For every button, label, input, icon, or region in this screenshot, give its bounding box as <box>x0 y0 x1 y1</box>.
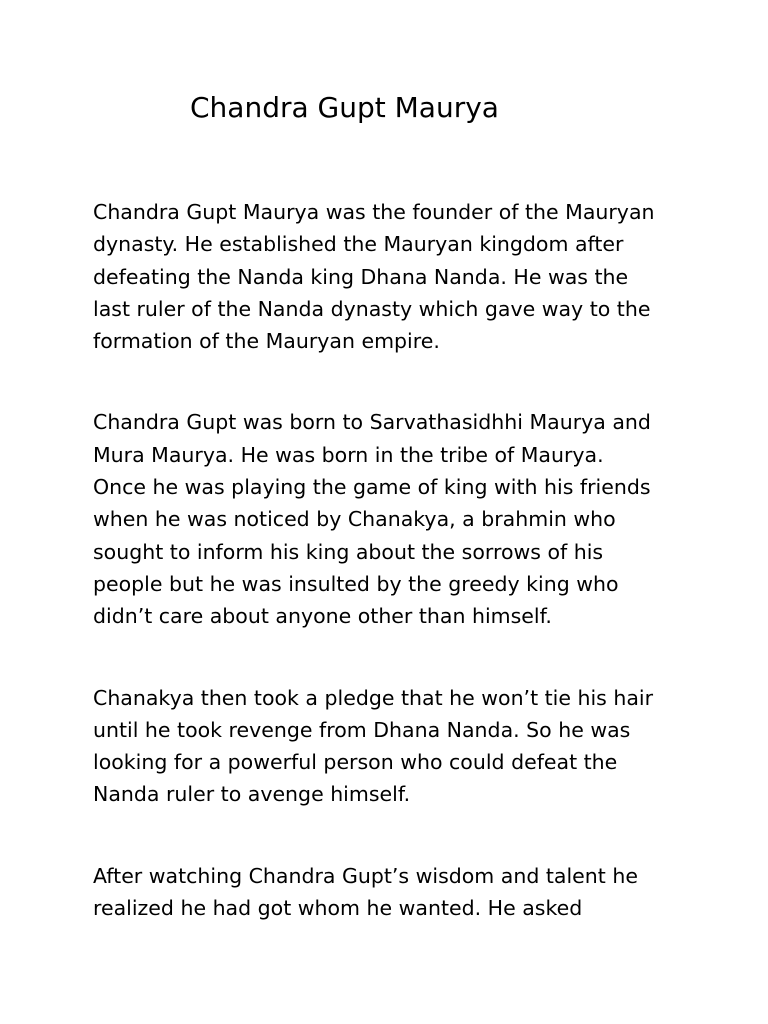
text-line: After watching Chandra Gupt’s wisdom and talent he <box>93 863 638 888</box>
paragraph-4 <box>93 860 693 925</box>
text-line: last ruler of the Nanda dynasty which gave way to the <box>93 296 651 321</box>
text-line: until he took revenge from Dhana Nanda. So he was <box>93 717 631 742</box>
document-body <box>93 196 693 973</box>
text-line: defeating the Nanda king Dhana Nanda. He was the <box>93 264 629 289</box>
text-line: Nanda ruler to avenge himself. <box>93 782 411 807</box>
text-line: when he was noticed by Chanakya, a brahmin who <box>93 507 616 532</box>
text-line: Chanakya then took a pledge that he won’t tie his hair <box>93 685 654 710</box>
paragraph-2 <box>93 406 693 632</box>
text-line: didn’t care about anyone other than himself. <box>93 604 552 629</box>
text-line: Chandra Gupt was born to Sarvathasidhhi Maurya and <box>93 410 651 435</box>
text-line: realized he had got whom he wanted. He asked <box>93 896 583 921</box>
text-line: sought to inform his king about the sorrows of his <box>93 539 604 564</box>
text-line: dynasty. He established the Mauryan kingdom after <box>93 232 624 257</box>
text-line: people but he was insulted by the greedy king who <box>93 571 619 596</box>
text-line: Mura Maurya. He was born in the tribe of Maurya. <box>93 442 604 467</box>
text-line: Once he was playing the game of king with his friends <box>93 475 651 500</box>
text-line: looking for a powerful person who could defeat the <box>93 750 618 775</box>
text-line: Chandra Gupt Maurya was the founder of the Mauryan <box>93 200 655 224</box>
paragraph-3 <box>93 682 693 811</box>
text-line: formation of the Mauryan empire. <box>93 329 440 354</box>
document-title: Chandra Gupt Maurya <box>190 91 499 124</box>
paragraph-1 <box>93 196 693 357</box>
